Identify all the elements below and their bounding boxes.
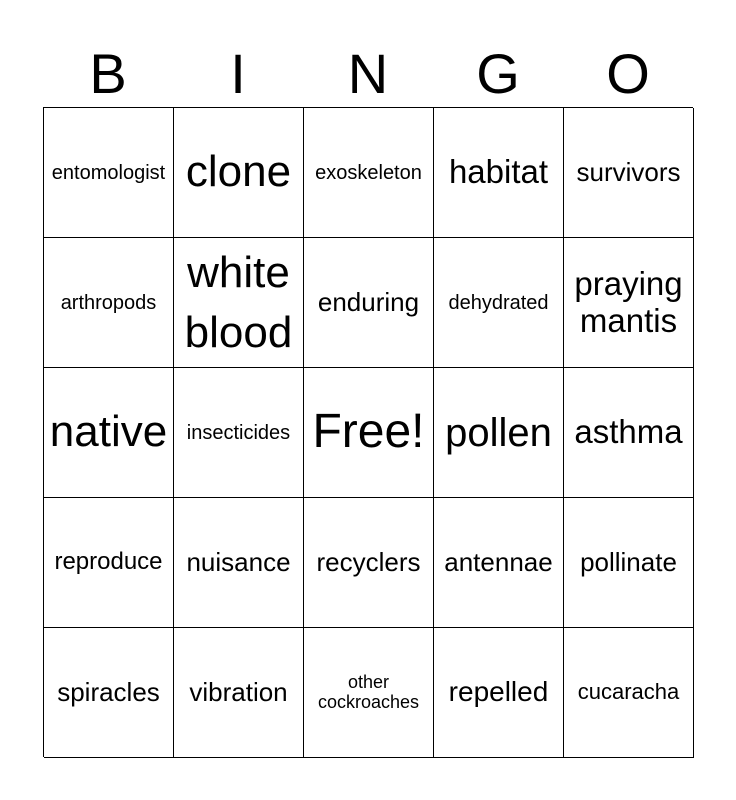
cell-word: repelled	[448, 676, 549, 708]
cell-word: enduring	[317, 287, 420, 318]
bingo-cell[interactable]	[44, 238, 174, 368]
bingo-cell[interactable]	[434, 628, 564, 758]
bingo-cell[interactable]	[304, 628, 434, 758]
bingo-board	[43, 107, 693, 757]
cell-word: cucaracha	[577, 679, 680, 705]
header-letter-n: N	[347, 42, 389, 105]
cell-word: native	[49, 407, 168, 457]
cell-word: white blood	[184, 247, 293, 357]
bingo-cell[interactable]	[434, 368, 564, 498]
cell-word: other cockroaches	[318, 671, 420, 712]
free-space-cell[interactable]	[304, 368, 434, 498]
bingo-cell[interactable]	[174, 628, 304, 758]
cell-word: praying mantis	[574, 265, 683, 339]
cell-word: dehydrated	[448, 291, 549, 314]
cell-word: habitat	[448, 153, 549, 191]
cell-word: vibration	[189, 677, 288, 708]
cell-word: asthma	[574, 413, 683, 451]
cell-word: clone	[185, 147, 292, 197]
bingo-cell[interactable]	[44, 108, 174, 238]
header-letter-o: O	[606, 42, 650, 105]
bingo-cell[interactable]	[564, 368, 694, 498]
header-letter-i: I	[230, 42, 246, 105]
cell-word: spiracles	[57, 677, 160, 708]
bingo-cell[interactable]	[174, 498, 304, 628]
bingo-cell[interactable]	[564, 108, 694, 238]
cell-word: entomologist	[51, 161, 166, 184]
cell-word: reproduce	[54, 548, 163, 576]
bingo-cell[interactable]	[564, 498, 694, 628]
cell-word: survivors	[576, 157, 681, 188]
bingo-cell[interactable]	[434, 498, 564, 628]
bingo-cell[interactable]	[564, 238, 694, 368]
bingo-cell[interactable]	[174, 238, 304, 368]
cell-word: exoskeleton	[315, 161, 422, 184]
bingo-cell[interactable]	[44, 628, 174, 758]
cell-word: pollinate	[580, 547, 677, 578]
cell-word: recyclers	[316, 547, 421, 578]
header-letter-b: B	[89, 42, 127, 105]
bingo-header	[43, 42, 693, 106]
bingo-cell[interactable]	[304, 108, 434, 238]
cell-word: arthropods	[60, 291, 157, 314]
bingo-cell[interactable]	[304, 498, 434, 628]
bingo-cell[interactable]	[564, 628, 694, 758]
cell-word: antennae	[444, 547, 553, 578]
bingo-cell[interactable]	[304, 238, 434, 368]
bingo-cell[interactable]	[434, 108, 564, 238]
header-letter-g: G	[476, 42, 520, 105]
free-space-label: Free!	[312, 405, 425, 459]
bingo-cell[interactable]	[174, 108, 304, 238]
cell-word: pollen	[445, 410, 552, 455]
cell-word: insecticides	[186, 421, 291, 444]
bingo-cell[interactable]	[434, 238, 564, 368]
bingo-cell[interactable]	[44, 368, 174, 498]
bingo-cell[interactable]	[44, 498, 174, 628]
bingo-cell[interactable]	[174, 368, 304, 498]
cell-word: nuisance	[186, 547, 291, 578]
